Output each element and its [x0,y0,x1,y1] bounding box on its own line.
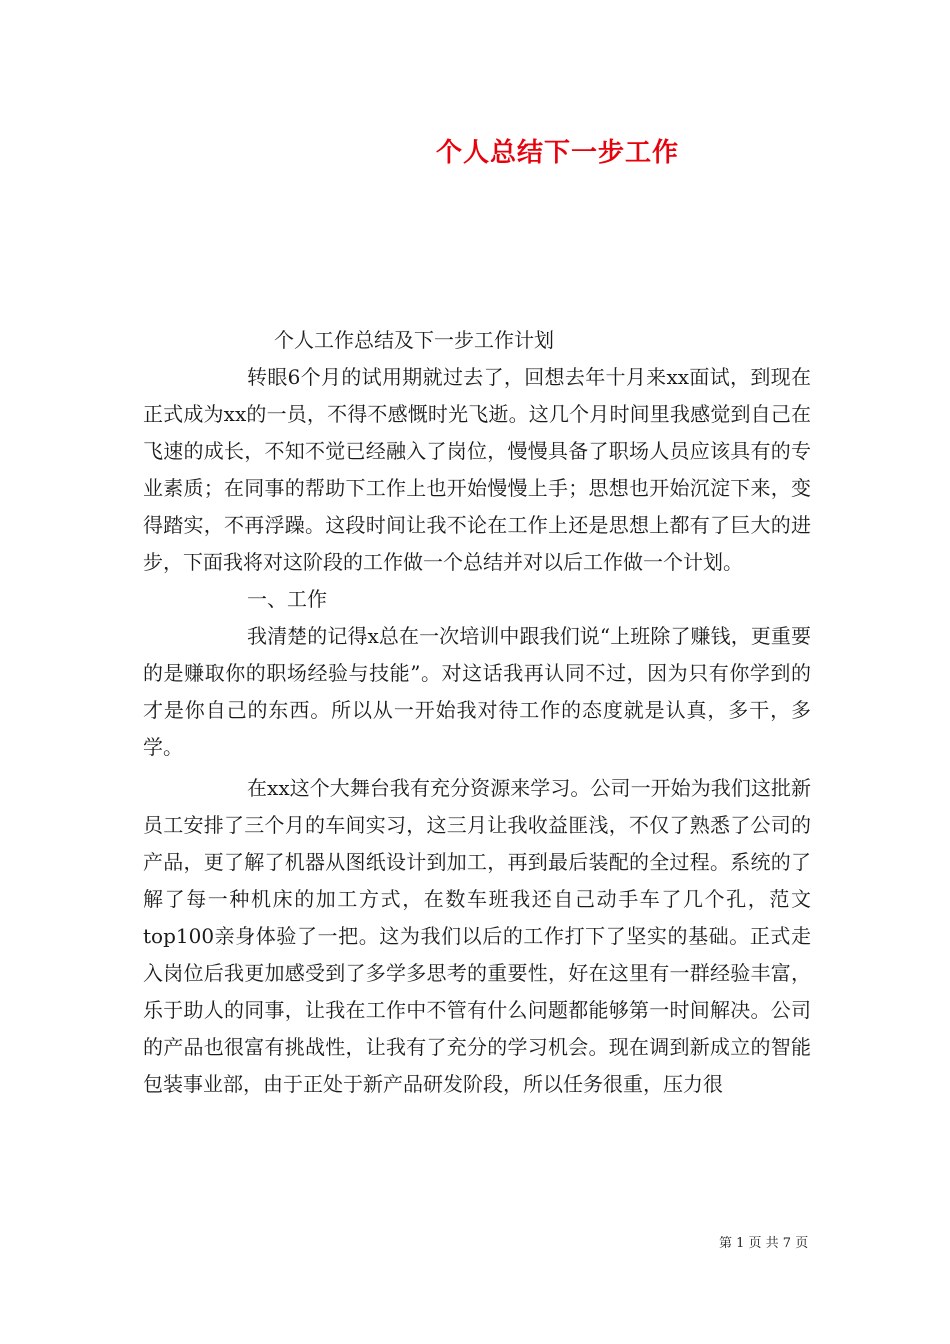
document-body [143,322,811,1103]
section-heading-work: 一、工作 [247,587,327,611]
paragraph-resources: 在xx这个大舞台我有充分资源来学习。公司一开始为我们这批新员工安排了三个月的车间实习，这三月让我收益匪浅，不仅了熟悉了公司的产品，更了解了机器从图纸设计到加工，再到最后装配的全过程。系统的了解了每一种机床的加工方式，在数车班我还自己动手车了几个孔，范文top100亲身体验了一把。这为我们以后的工作打下了坚实的基础。正式走入岗位后我更加感受到了多学多思考的重要性，好在这里有一群经验丰富，乐于助人的同事，让我在工作中不管有什么问题都能够第一时间解决。公司的产品也很富有挑战性，让我有了充分的学习机会。现在调到新成立的智能包装事业部，由于正处于新产品研发阶段，所以任务很重，压力很 [143,776,811,1096]
page-footer: 第 1 页 共 7 页 [719,1236,809,1251]
paragraph-training: 我清楚的记得x总在一次培训中跟我们说“上班除了赚钱，更重要的是赚取你的职场经验与技能”。对这话我再认同不过，因为只有你学到的才是你自己的东西。所以从一开始我对待工作的态度就是认真，多干，多学。 [143,624,811,759]
page-title: 个人总结下一步工作 [435,138,679,168]
document-heading: 个人工作总结及下一步工作计划 [274,328,554,352]
paragraph-intro: 转眼6个月的试用期就过去了，回想去年十月来xx面试，到现在正式成为xx的一员，不得不感慨时光飞逝。这几个月时间里我感觉到自己在飞速的成长，不知不觉已经融入了岗位，慢慢具备了职场人员应该具有的专业素质；在同事的帮助下工作上也开始慢慢上手；思想也开始沉淀下来，变得踏实，不再浮躁。这段时间让我不论在工作上还是思想上都有了巨大的进步，下面我将对这阶段的工作做一个总结并对以后工作做一个计划。 [143,365,811,574]
